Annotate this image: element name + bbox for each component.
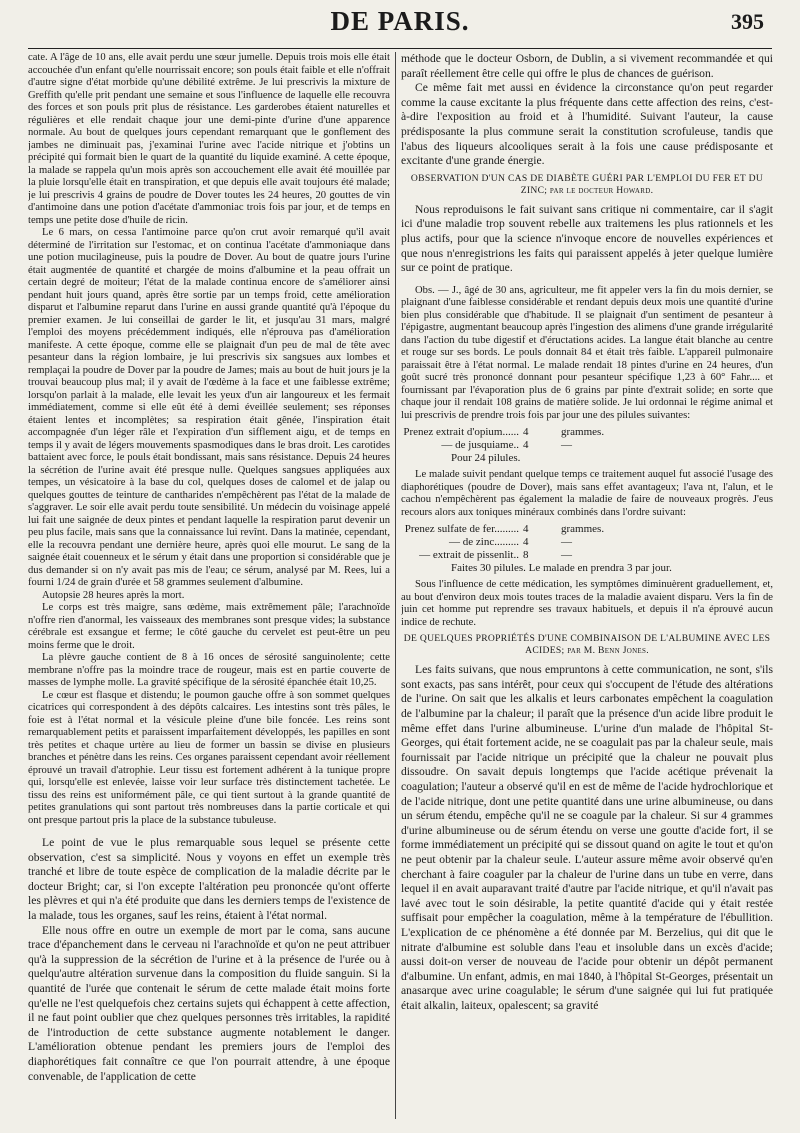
prescription-row: — extrait de pissenlit.. 8 —	[419, 549, 572, 562]
paragraph: Le 6 mars, on cessa l'antimoine parce qu'on crut avoir remarqué qu'il avait déterminé de l'irritation sur l'estomac, et on continua l'acétate d'ammoniaque dans une potion mucilagineuse, puis la poudre de Dover. Au bout de quatre jours l'urine était augmentée de quantité et chargée de moins d'albumine et la peau offrait un certain degré de moiteur; l'état de la malade continua encore de s'améliorer ainsi pendant huit jours quand, après être sortie par un temps froid, cette amélioration disparut et l'albumine reparut dans l'urine en aussi grande quantité qu'à l'époque du premier examen. Je lui conseillai de garder le lit, et jusqu'au 31 mars, malgré l'emploi des moyens précédemment indiqués, elle n'éprouva pas d'amélioration manifeste. A cette époque, comme elle se plaignait d'un peu de mal de tête avec pesanteur dans la région lombaire, je lui prescrivis six sangsues aux lombes et remplaçai la poudre de Dover par la poudre de James; mais au bout de huit jours je la trouvai beaucoup plus mal; il y avait de l'œdème à la face et une faiblesse extrême; lorsqu'on parlait à la malade, elle levait les yeux d'un air langoureux et les fermait immédiatement, comme si elle eût été à demi éveillée seulement; ses réponses étaient lentes et incomplètes; sa respiration était gênée, l'inspiration était accompagnée d'un léger râle et l'expiration d'un sifflement aigu, et de temps en temps il y avait de légers mouvements spasmodiques dans le bras droit. Les carotides battaient avec force, le pouls était bondissant, mais sans résistance. Depuis 24 heures la sécrétion de l'urine avait été presque nulle. Quelques sangsues appliquées aux tempes, un vésicatoire à la base du col, quelques doses de calomel et de jalap ou quelques gouttes de teinture de cantharides n'empêchèrent pas l'état de la malade de s'aggraver. Le soir elle avait perdu toute sensibilité. Un médecin du voisinage appelé lui fait une saignée de deux pintes et pendant laquelle la respiration parut devenir un peu plus facile, mais sans que la connaissance lui revînt. Dans la matinée, cependant, elle la recouvra pendant une dernière heure, après quoi elle mourut. Le sang de la saignée était couenneux et le sérum y était dans une proportion si considérable que je dus demander si on n'y avait pas mis de l'eau; ce sérum, analysé par M. Rees, lui a fourni 1/24 de grain d'urée et 58 grammes seulement d'albumine.	[28, 227, 390, 588]
paragraph: Le point de vue le plus remarquable sous lequel se présente cette observation, c'est sa simplicité. Nous y voyons en effet un exemple très tranché et libre de toute espèce de complication de la maladie décrite par le docteur Bright; car, si l'on excepte l'altération peu prononcée qu'ont offerte les plèvres et qui n'a été produite que dans les derniers temps de l'existence de la malade, tous les organes, sauf les reins, étaient à l'état normal.	[28, 836, 390, 922]
prescription-row: — de jusquiame.. 4 —	[441, 439, 572, 452]
paragraph: Ce même fait met aussi en évidence la circonstance qu'on peut regarder comme la cause excitante la plus fréquente dans cette affection des reins, c'est-à-dire l'exposition au froid et à l'humidité. Suivant l'auteur, la cause prédisposante la plus commune serait la constitution scrofuleuse, tandis que l'abus des liqueurs alcooliques serait à la fois une cause prédisposante et excitante d'une grande énergie.	[401, 81, 773, 168]
spacer	[28, 827, 390, 836]
header-rule	[28, 48, 772, 49]
paragraph: Les faits suivans, que nous empruntons à cette communication, ne sont, s'ils sont exacts, pas sans intérêt, pour ceux qui s'occupent de l'étude des altérations de l'urine. On sait que les alkalis et leurs carbonates empêchent la coagulation de l'albumine par la chaleur; il paraît que la présence d'un acide libre produit le même effet dans l'urine albumineuse. L'urine d'un malade de l'hôpital St-Georges, qui était fortement acide, ne se coagulait pas par la chaleur seule, mais fournissait par l'acide nitrique un précipité que la chaleur ne pouvait plus dissoudre. On savait depuis longtemps que l'acide acétique prévenait la coagulation; l'auteur a observé qu'il en est de même de l'acide hydrochlorique et de l'acide nitrique, dont une petite quantité dans une urine albumineuse, ou dans un sérum étendu, empêche qu'il ne se coagule par la chaleur. Si sur 4 grammes d'urine albumineuse ou de sérum étendu on verse une goutte d'acide fort, il se forme immédiatement un précipité qui se dissout quand on agite le tout et qu'on ne peut obtenir par la chaleur seule. L'auteur assure même avoir observé qu'en cherchant à faire coaguler par la chaleur de l'urine dans un tube en verre, dans lequel il en avait auparavant traité d'autre par l'acide nitrique, et qu'il n'avait pas lavé avec tout le soin désirable, la petite quantité d'acide qui y était restée suffisait pour empêcher la coagulation, même à la température de l'ébullition. L'explication de ce phénomène a été donnée par M. Berzelius, qui dit que le nitrate d'albumine est soluble dans l'eau et insoluble dans un excès d'acide; aussi doit-on verser de nouveau de l'acide pour obtenir un dépôt permanent d'albumine. Un enfant, admis, en mai 1840, à l'hôpital St-Georges, présentait un anasarque avec urine coagulable; le sérum d'une saignée qui lui fut pratiquée était alkalin, laiteux, opalescent; sa gravité	[401, 663, 773, 1012]
paragraph: cate. A l'âge de 10 ans, elle avait perdu une sœur jumelle. Depuis trois mois elle était accouchée d'un enfant qu'elle nourrissait encore; son pouls était faible et elle n'offrait d'autre signe d'état morbide qu'une débilité extrême. Je lui prescrivis la mixture de Greffith qu'elle prit pendant une semaine et sous l'influence de laquelle elle recouvra des forces et son pouls prit plus de résistance. Les garderobes étaient naturelles et régulières et elle rendait chaque jour une demi-pinte d'urine d'une apparence normale. Au bout de quelques jours cependant remarquant que le gonflement des jambes ne diminuait pas, j'examinai l'urine avec l'acide nitrique et j'obtins un précipité qui formait bien le quart de la quantité du liquide examiné. A cette époque, la malade se rappela qu'un mois après son accouchement elle avait été mouillée par la pluie lorsqu'elle était en transpiration, et que depuis elle avait toujours été malade; je lui prescrivis 4 grains de poudre de Dover toutes les 24 heures, 20 gouttes de vin d'antimoine dans une potion d'acétate d'ammoniac trois fois par jour, et de temps en temps une petite dose d'huile de ricin.	[28, 52, 390, 226]
page-header	[0, 0, 800, 48]
prescription-row: — de zinc......... 4 —	[449, 536, 572, 549]
prescription-footer: Pour 24 pilules.	[451, 452, 521, 465]
paragraph: Sous l'influence de cette médication, les symptômes diminuèrent graduellement, et, au bout d'environ deux mois toutes traces de la maladie avaient disparu. Vers la fin de juin cet homme put reprendre ses travaux habituels, et depuis il n'a éprouvé aucun indice de rechute.	[401, 579, 773, 628]
paragraph: Nous reproduisons le fait suivant sans critique ni commentaire, car il s'agit ici d'une maladie trop souvent rebelle aux traitemens les plus rationnels et les plus actifs, pour que la science n'invoque encore de nouvelles expériences et que nous n'enregistrions les faits qui paraissent appelés à jeter quelque lumière sur ce point de pratique.	[401, 202, 773, 275]
left-column	[28, 52, 390, 1119]
running-title: DE PARIS.	[330, 6, 470, 36]
autopsy-heading: Autopsie 28 heures après la mort.	[42, 589, 185, 601]
prescription	[401, 426, 773, 465]
spacer	[401, 276, 773, 285]
paragraph: La plèvre gauche contient de 8 à 16 onces de sérosité sanguinolente; cette membrane n'offre pas la moindre trace de rougeur, mais est en partie couverte de masses de lymphe molle. La gravité spécifique de la sérosité épanchée était 10,25.	[28, 652, 390, 688]
prescription-row: Prenez extrait d'opium...... 4 grammes.	[403, 426, 605, 439]
page-number: 395	[731, 9, 764, 34]
paragraph: Le malade suivit pendant quelque temps ce traitement auquel fut associé l'usage des diaphorétiques (poudre de Dover), mais sans effet avantageux; l'ava nt, l'alun, et le cachou n'empêchèrent pas également la maladie de faire de nouveaux progrès. J'eus recours alors aux toniques minéraux combinés dans l'ordre suivant:	[401, 469, 773, 518]
prescription-row: Prenez sulfate de fer......... 4 grammes.	[404, 523, 605, 536]
paragraph: méthode que le docteur Osborn, de Dublin, a si vivement recommandée et qui paraît réellement être celle qui offre le plus de chances de guérison.	[401, 52, 773, 80]
paragraph: Obs. — J., âgé de 30 ans, agriculteur, me fit appeler vers la fin du mois dernier, se plaignant d'une faiblesse considérable et rendant depuis deux mois une quantité d'urine bien plus considérable que d'habitude. Il se plaignait d'un sentiment de pesanteur à l'épigastre, augmentant beaucoup après l'ingestion des alimens d'une grande irrégularité dans l'action du tube digestif et d'éructations acides. La langue était blanche au centre et rouge sur ses bords. Le pouls donnait 84 et était très faible. L'appareil pulmonaire paraissait être à l'état normal. Le malade rendait 18 pintes d'urine en 24 heures, d'un goût sucré très prononcé donnant pour pesanteur spécifique 1,23 à 60° Fahr.... et fournissant par l'évaporation plus de 6 grains par pinte d'extrait solide; en sorte que chaque jour il rendait 108 grains de matière solide. Je lui ordonnai le régime animal et lui prescrivis de prendre trois fois par jour une des pilules suivantes:	[401, 284, 773, 421]
paragraph: Le cœur est flasque et distendu; le poumon gauche offre à son sommet quelques cicatrices qui correspondent à des dépôts calcaires. Les intestins sont très pâles, le foie est à l'état normal et la vésicule pleine d'une bile foncée. Les reins sont remarquablement petits et paraissent imparfaitement développés, les papilles en sont très petites et chaque urtère au lieu de former un bassin se divise en plusieurs branches et pénètre dans les reins. Ces organes paraissent cependant avoir réellement éprouvé un travail d'atrophie. Leur tissu est fortement adhérent à la tunique propre qui, lorsqu'elle est enlevée, laisse voir leur surface très distinctement tachetée. Le tissu des reins est uniformément pâle, ce qui tient surtout à la grande quantité de petites granulations qui sont partout très nombreuses dans la partie corticale et qui ont presque partout pris la place de la substance tubuleuse.	[28, 689, 390, 826]
article-heading: OBSERVATION D'UN CAS DE DIABÈTE GUÉRI PAR L'EMPLOI DU FER ET DU ZINC; par le docteur Howard.	[410, 172, 764, 196]
right-column	[401, 52, 773, 1119]
prescription-footer: Faites 30 pilules. Le malade en prendra 3 par jour.	[451, 562, 672, 575]
paragraph: Elle nous offre en outre un exemple de mort par le coma, sans aucune trace d'épanchement dans le cerveau ni l'arachnoïde et qu'on ne peut attribuer qu'à la suppression de la sécrétion de l'urine et à la présence de l'urée ou à quelqu'autre altération survenue dans la composition du fluide sanguin. Si la quantité de l'urée que contenait le sérum de cette malade était moins forte qu'elle ne l'est quelquefois chez certains sujets qui échappent à cette affection, il ne faut point oublier que chez quelques personnes très irritables, la rapidité de l'introduction de cette substance augmente notablement le danger. L'amélioration obtenue pendant les premiers jours de l'emploi des diaphorétiques fait connaître ce que l'on pourrait attendre, à une époque convenable, de l'application de cette	[28, 923, 390, 1083]
prescription	[401, 523, 773, 575]
paragraph: Le corps est très maigre, sans œdème, mais extrêmement pâle; l'arachnoïde n'offre rien d'anormal, les vaisseaux des membranes sont presque vides; la substance cérébrale est exsangue et ferme; le côté gauche du cervelet est peut-être un peu moins ferme que le droit.	[28, 602, 390, 651]
article-heading: DE QUELQUES PROPRIÉTÉS D'UNE COMBINAISON DE L'ALBUMINE AVEC LES ACIDES; par M. Benn Jones.	[403, 633, 771, 657]
column-divider	[395, 52, 396, 1119]
